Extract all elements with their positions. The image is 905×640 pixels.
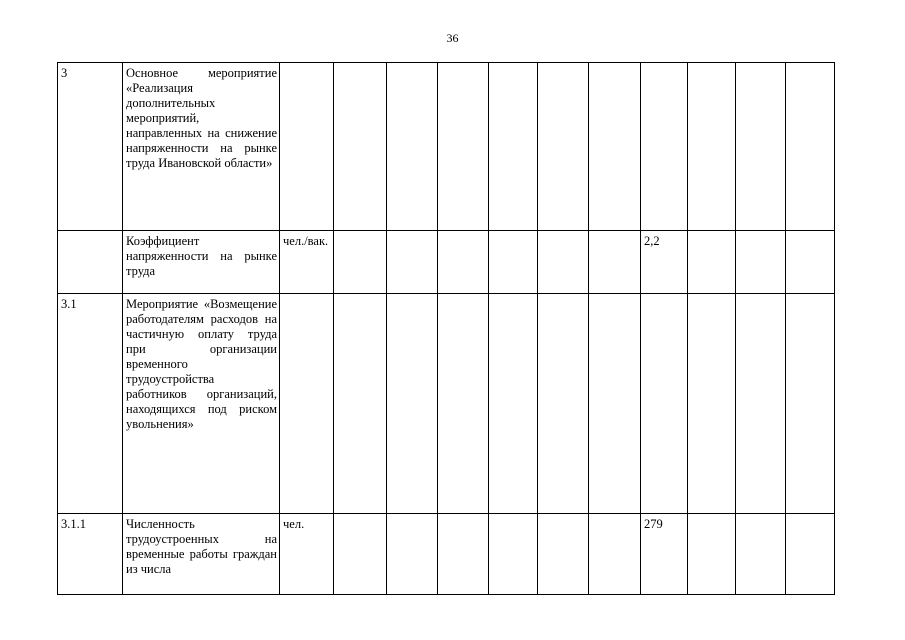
table-row	[58, 514, 835, 595]
value-cell: 2,2	[641, 231, 688, 294]
empty-cell	[589, 231, 641, 294]
empty-cell	[438, 63, 489, 231]
empty-cell	[438, 231, 489, 294]
empty-cell	[736, 294, 786, 514]
empty-cell	[786, 231, 835, 294]
empty-cell	[334, 231, 387, 294]
empty-cell	[688, 63, 736, 231]
description-cell	[123, 63, 280, 231]
description-text: Численность трудоустроенных на временные работы граждан из числа	[126, 517, 277, 576]
unit-cell: чел.	[280, 514, 334, 595]
description-cell	[123, 231, 280, 294]
empty-cell	[387, 231, 438, 294]
empty-cell	[589, 514, 641, 595]
empty-cell	[786, 514, 835, 595]
value-cell	[641, 294, 688, 514]
table-row	[58, 294, 835, 514]
description-text: Основное мероприятие «Реализация дополнительных мероприятий, направленных на снижение напряженности на рынке труда Ивановской области»	[126, 66, 277, 170]
empty-cell	[489, 294, 538, 514]
empty-cell	[334, 514, 387, 595]
empty-cell	[688, 514, 736, 595]
value-cell	[641, 63, 688, 231]
empty-cell	[688, 231, 736, 294]
indicators-table	[57, 62, 835, 595]
empty-cell	[438, 514, 489, 595]
description-cell	[123, 294, 280, 514]
description-text: Мероприятие «Возмещение работодателям расходов на частичную оплату труда при организации временного трудоустройства работников организаций, находящихся под риском увольнения»	[126, 297, 277, 431]
empty-cell	[786, 63, 835, 231]
empty-cell	[786, 294, 835, 514]
page-number: 36	[446, 31, 459, 45]
description-cell	[123, 514, 280, 595]
table-row	[58, 231, 835, 294]
row-number-cell: 3	[58, 63, 123, 231]
empty-cell	[387, 63, 438, 231]
unit-cell	[280, 294, 334, 514]
empty-cell	[538, 231, 589, 294]
empty-cell	[538, 294, 589, 514]
empty-cell	[688, 294, 736, 514]
row-number-cell: 3.1	[58, 294, 123, 514]
empty-cell	[736, 231, 786, 294]
empty-cell	[334, 294, 387, 514]
unit-cell	[280, 63, 334, 231]
unit-cell: чел./вак.	[280, 231, 334, 294]
value-cell: 279	[641, 514, 688, 595]
empty-cell	[334, 63, 387, 231]
empty-cell	[387, 514, 438, 595]
empty-cell	[438, 294, 489, 514]
empty-cell	[736, 514, 786, 595]
empty-cell	[489, 231, 538, 294]
row-number-cell: 3.1.1	[58, 514, 123, 595]
empty-cell	[736, 63, 786, 231]
row-number-cell	[58, 231, 123, 294]
empty-cell	[589, 294, 641, 514]
description-text: Коэффициент напряженности на рынке труда	[126, 234, 277, 278]
empty-cell	[387, 294, 438, 514]
table-row	[58, 63, 835, 231]
empty-cell	[538, 514, 589, 595]
empty-cell	[589, 63, 641, 231]
empty-cell	[538, 63, 589, 231]
empty-cell	[489, 514, 538, 595]
empty-cell	[489, 63, 538, 231]
